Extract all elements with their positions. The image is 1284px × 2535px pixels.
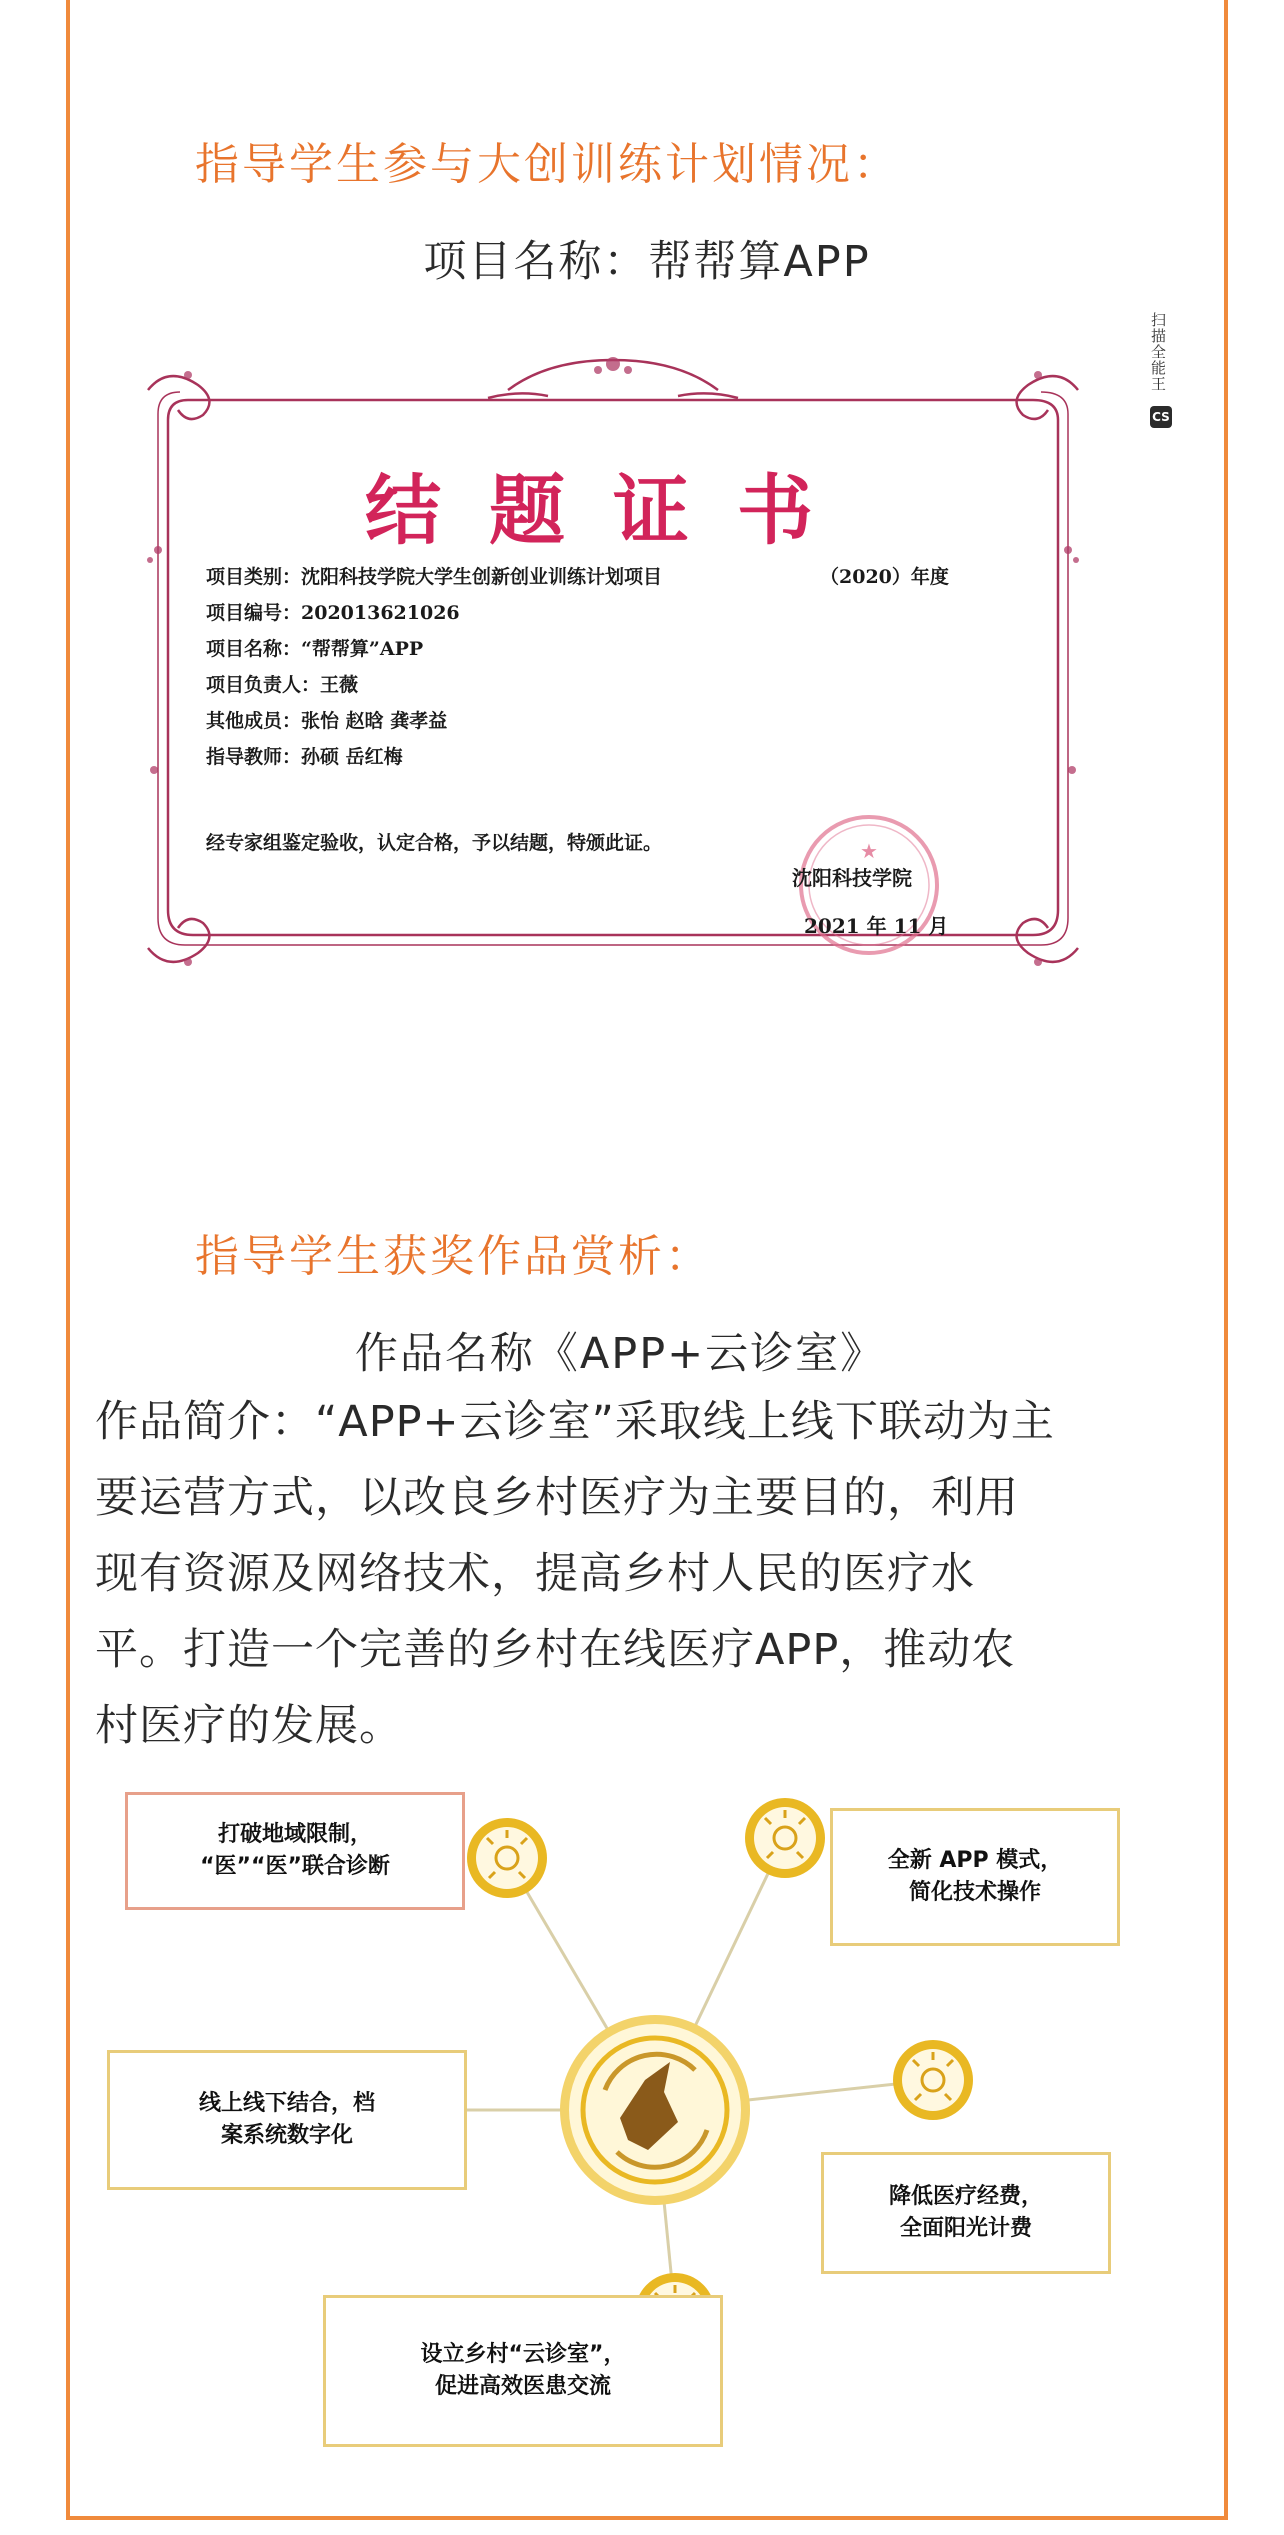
feature-box-cloud-clinic <box>323 2295 723 2447</box>
feature-text: 简化技术操作 <box>908 1880 1041 1905</box>
feature-box-lower-cost <box>821 2152 1111 2274</box>
certificate-statement: 经专家组鉴定验收，认定合格，予以结题，特颁此证。 <box>206 832 663 854</box>
certificate-year: （2020）年度 <box>820 566 949 588</box>
camscanner-logo-icon: CS <box>1150 406 1172 428</box>
certificate-line-category: 项目类别：沈阳科技学院大学生创新创业训练计划项目 <box>206 566 663 588</box>
section-heading-award-works: 指导学生获奖作品赏析： <box>195 1231 712 1282</box>
certificate-line-advisors: 指导教师：孙硕 岳红梅 <box>206 746 403 768</box>
central-hub-icon <box>560 2015 750 2205</box>
feature-text: 促进高效医患交流 <box>434 2374 611 2399</box>
feature-text: 案系统数字化 <box>220 2123 353 2148</box>
page-frame-bottom <box>66 2516 1228 2520</box>
feature-box-digital-records <box>107 2050 467 2190</box>
intro-line: 要运营方式，以改良乡村医疗为主要目的，利用 <box>95 1473 1019 1523</box>
feature-text: 全新 APP 模式， <box>887 1848 1063 1873</box>
feature-text: 全面阳光计费 <box>899 2216 1032 2241</box>
page-frame-left <box>66 0 70 2520</box>
feature-diagram <box>95 1780 1205 2490</box>
feature-box-app-mode <box>830 1808 1120 1946</box>
certificate-line-members: 其他成员：张怡 赵晗 龚孝益 <box>206 710 448 732</box>
feature-text: 设立乡村“云诊室”， <box>420 2342 626 2367</box>
feature-text: “医”“医”联合诊断 <box>200 1854 390 1879</box>
intro-line: 现有资源及网络技术，提高乡村人民的医疗水 <box>95 1549 975 1599</box>
certificate-date: 2021 年 11 月 <box>804 914 949 938</box>
completion-certificate <box>128 330 1098 990</box>
scanner-watermark: 扫描全能王 <box>1149 312 1167 392</box>
intro-line: 平。打造一个完善的乡村在线医疗APP，推动农 <box>95 1625 1016 1675</box>
work-name: 作品名称《APP+云诊室》 <box>354 1329 886 1379</box>
bulb-icon-1 <box>467 1818 547 1898</box>
intro-line: 作品简介：“APP+云诊室”采取线上线下联动为主 <box>95 1397 1055 1447</box>
feature-box-remote-diagnosis <box>125 1792 465 1910</box>
certificate-title: 结题证书 <box>365 466 861 555</box>
certificate-line-number: 项目编号：202013621026 <box>206 602 460 624</box>
certificate-line-project: 项目名称：“帮帮算”APP <box>206 638 424 660</box>
page-frame-right <box>1224 0 1228 2520</box>
feature-text: 打破地域限制， <box>217 1822 372 1847</box>
certificate-issuer: 沈阳科技学院 <box>792 866 912 890</box>
work-introduction <box>95 1384 1205 1764</box>
certificate-ornamental-border <box>128 350 1098 975</box>
section-heading-innovation-training: 指导学生参与大创训练计划情况： <box>195 139 900 190</box>
feature-text: 线上线下结合，档 <box>198 2091 375 2116</box>
svg-text:★: ★ <box>860 839 878 863</box>
bulb-icon-4 <box>893 2040 973 2120</box>
feature-text: 降低医疗经费， <box>888 2184 1043 2209</box>
bulb-icon-2 <box>745 1798 825 1878</box>
certificate-line-leader: 项目负责人：王薇 <box>206 674 359 696</box>
intro-line: 村医疗的发展。 <box>95 1701 403 1751</box>
project-name: 项目名称：帮帮算APP <box>423 237 871 287</box>
